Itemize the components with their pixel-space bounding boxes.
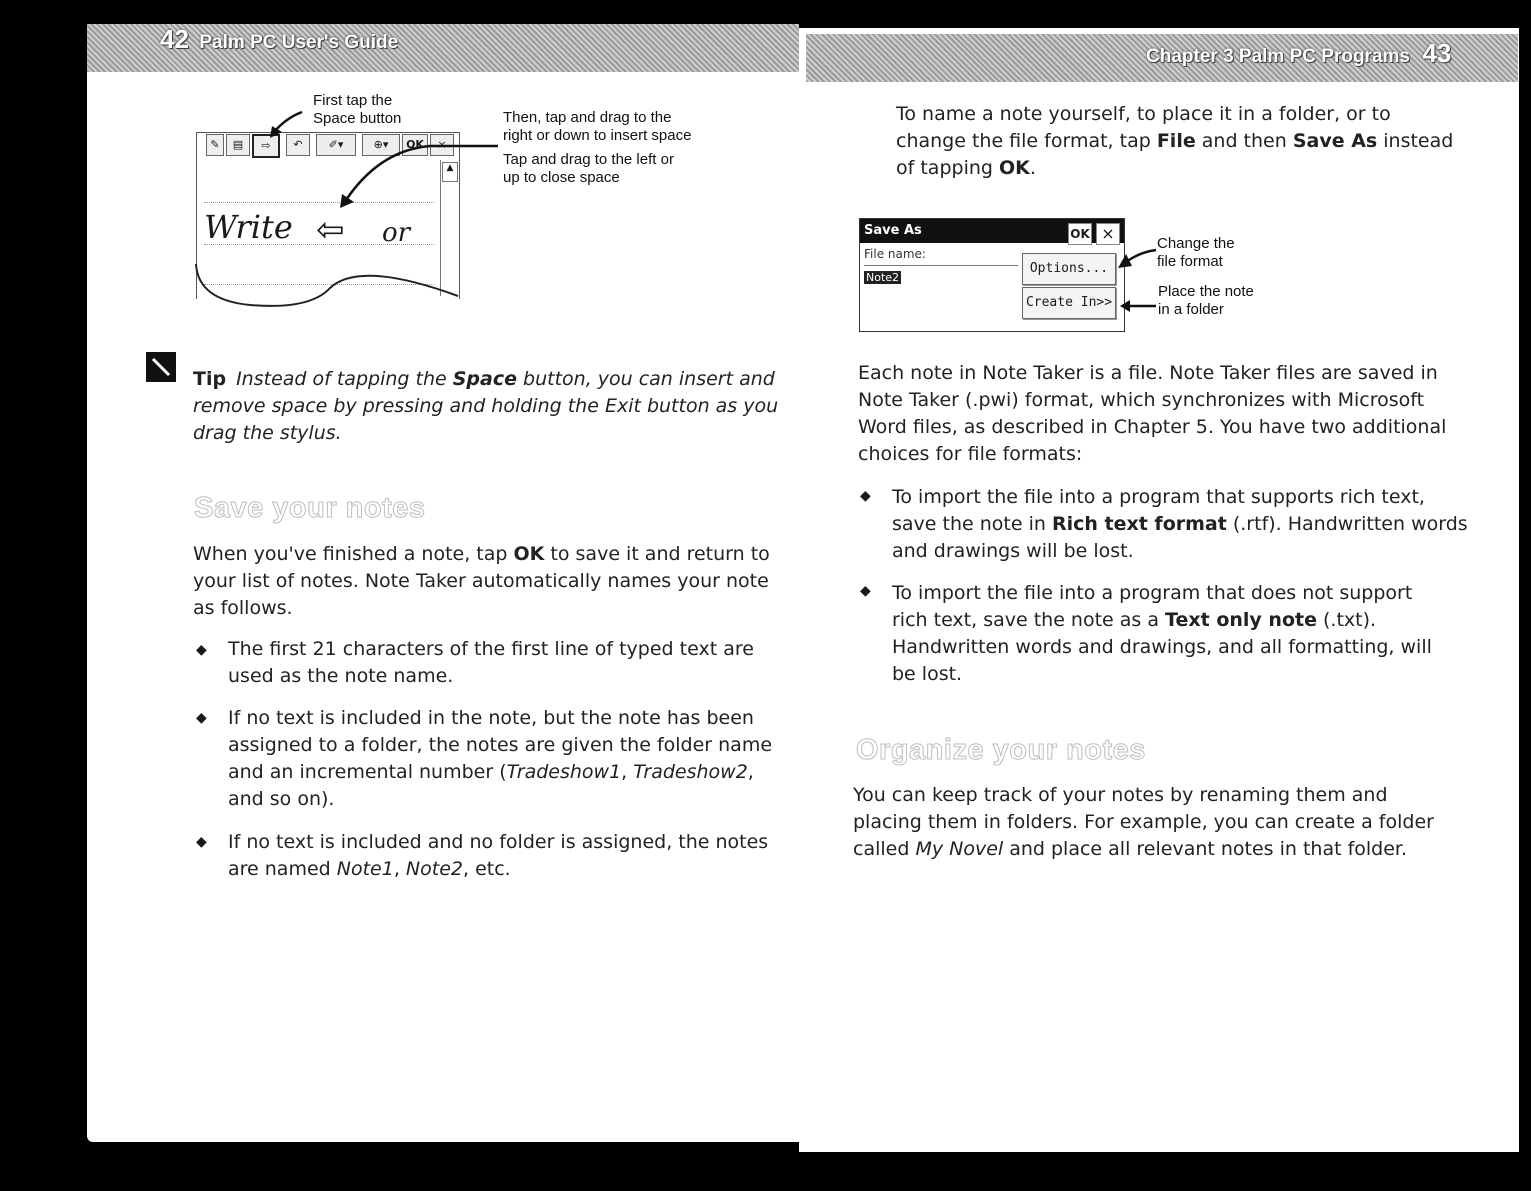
- callout-drag-close: [503, 151, 674, 187]
- text-line: [892, 607, 1432, 634]
- text-line: and so on).: [228, 788, 335, 810]
- dialog-ok-button[interactable]: OK: [1068, 223, 1092, 245]
- callout-line: Space button: [313, 110, 402, 127]
- text-line: Handwritten words and drawings, and all formatting, will: [892, 636, 1432, 658]
- text-run: called: [853, 838, 916, 860]
- text-line: If no text is included in the note, but the note has been: [228, 707, 754, 729]
- text-line: Each note in Note Taker is a file. Note Taker files are saved in: [858, 362, 1438, 384]
- callout-arrow: [346, 146, 498, 200]
- right-page-number: 43: [1422, 38, 1452, 68]
- handwriting-tail: or: [382, 218, 411, 248]
- callout-arrowhead: [340, 194, 354, 208]
- italic-run: Tradeshow1: [506, 761, 622, 783]
- text-line: To name a note yourself, to place it in a folder, or to: [896, 103, 1391, 125]
- text-run: and place all relevant notes in that folder.: [1003, 838, 1408, 860]
- callout-arrowhead: [270, 126, 282, 138]
- text-run: When you've finished a note, tap: [193, 543, 514, 565]
- list-item: [228, 829, 768, 883]
- options-button[interactable]: Options...: [1022, 253, 1116, 285]
- list-item: [228, 705, 772, 813]
- callout-line: Place the note: [1158, 283, 1254, 300]
- text-run: instead: [1377, 130, 1454, 152]
- text-run: (.rtf). Handwritten words: [1226, 513, 1468, 535]
- right-header: [1146, 38, 1451, 69]
- tip-label: Tip: [193, 368, 227, 390]
- text-line: To import the file into a program that supports rich text,: [892, 486, 1425, 508]
- page-curl: [196, 264, 458, 306]
- text-line: your list of notes. Note Taker automatically names your note: [193, 570, 769, 592]
- handwriting: Write: [204, 208, 293, 246]
- text-run: are named: [228, 858, 337, 880]
- text-line: be lost.: [892, 663, 963, 685]
- text-line: [228, 856, 768, 883]
- text-line: as follows.: [193, 597, 293, 619]
- callout-arrow: [274, 112, 302, 132]
- text-run: ,: [393, 858, 406, 880]
- left-header: [160, 24, 398, 55]
- text-line: placing them in folders. For example, you can create a folder: [853, 811, 1434, 833]
- zoom-icon[interactable]: ⊕▾: [362, 134, 400, 156]
- rename-paragraph: [896, 101, 1453, 182]
- bold-run: Save As: [1292, 130, 1378, 152]
- italic-run: Note2: [405, 858, 463, 880]
- list-item: [228, 636, 754, 690]
- text-run: Instead of tapping the: [236, 368, 453, 390]
- close-icon[interactable]: ×: [430, 134, 454, 156]
- callout-arrow: [1126, 250, 1156, 262]
- dialog-title: Save As: [860, 219, 1124, 243]
- figure1-arrows: [190, 100, 510, 320]
- text-line: [853, 836, 1434, 863]
- list-item: [892, 580, 1432, 688]
- tip-paragraph: [193, 366, 778, 447]
- text-run: rich text, save the note as a: [892, 609, 1166, 631]
- text-run: ,: [621, 761, 634, 783]
- file-name-input[interactable]: [864, 265, 1018, 284]
- list-item: [892, 484, 1468, 565]
- file-name-label: File name:: [864, 247, 926, 261]
- callout-change-format: [1157, 235, 1235, 271]
- text-line: You can keep track of your notes by renaming them and: [853, 784, 1388, 806]
- text-run: ,: [747, 761, 754, 783]
- text-line: [228, 759, 772, 786]
- section-heading-organize: Organize your notes: [856, 734, 1146, 766]
- text-run: button, you can insert and: [516, 368, 775, 390]
- bold-run: OK: [999, 157, 1030, 179]
- text-run: .: [1029, 157, 1036, 179]
- text-line: [892, 511, 1468, 538]
- bullet-diamond-icon: ◆: [196, 710, 207, 726]
- tip-pencil-icon: [146, 352, 176, 382]
- callout-arrowhead: [1120, 300, 1130, 312]
- left-running-title: Palm PC User's Guide: [199, 32, 399, 53]
- text-line: and drawings will be lost.: [892, 540, 1134, 562]
- section-heading-save: Save your notes: [194, 492, 426, 524]
- ok-button[interactable]: OK: [402, 134, 428, 156]
- bold-run: File: [1156, 130, 1196, 152]
- italic-run: My Novel: [915, 838, 1004, 860]
- insert-space-arrow-icon: ⇦: [316, 210, 345, 250]
- text-line: assigned to a folder, the notes are given the folder name: [228, 734, 773, 756]
- pen-style-icon[interactable]: ✐▾: [316, 134, 356, 156]
- text-line: Note Taker (.pwi) format, which synchronizes with Microsoft: [858, 389, 1425, 411]
- formats-intro-paragraph: [858, 360, 1446, 468]
- callout-place-folder: [1158, 283, 1254, 319]
- text-line: [896, 128, 1453, 155]
- callout-line: Tap and drag to the left or: [503, 151, 674, 168]
- bullet-diamond-icon: ◆: [860, 583, 871, 599]
- save-intro-paragraph: [193, 541, 770, 622]
- dialog-callout-arrows: [1112, 244, 1162, 324]
- text-line: If no text is included and no folder is assigned, the notes: [228, 831, 769, 853]
- text-line: used as the note name.: [228, 665, 454, 687]
- callout-line: right or down to insert space: [503, 127, 692, 144]
- text-line: [896, 155, 1453, 182]
- bullet-diamond-icon: ◆: [196, 642, 207, 658]
- keyboard-icon[interactable]: ▤: [226, 134, 250, 156]
- dialog-close-button[interactable]: ×: [1096, 223, 1120, 245]
- callout-line: Change the: [1157, 235, 1235, 252]
- callout-line: Then, tap and drag to the: [503, 109, 672, 126]
- text-run: to save it and return to: [544, 543, 770, 565]
- text-line: Word files, as described in Chapter 5. You have two additional: [858, 416, 1447, 438]
- undo-icon[interactable]: ↶: [286, 134, 310, 156]
- text-run: of tapping: [896, 157, 999, 179]
- callout-drag-insert: [503, 109, 691, 145]
- callout-line: in a folder: [1158, 301, 1224, 318]
- bullet-diamond-icon: ◆: [196, 834, 207, 850]
- pen-icon[interactable]: ✎: [206, 134, 224, 156]
- text-run: save the note in: [892, 513, 1052, 535]
- text-run: and then: [1195, 130, 1293, 152]
- save-as-dialog: [859, 218, 1125, 332]
- italic-run: Tradeshow2: [633, 761, 748, 783]
- organize-paragraph: [853, 782, 1434, 863]
- left-page-number: 42: [160, 24, 189, 54]
- create-in-button[interactable]: Create In>>: [1022, 287, 1116, 319]
- text-line: To import the file into a program that does not support: [892, 582, 1413, 604]
- text-line: choices for file formats:: [858, 443, 1083, 465]
- space-button[interactable]: ⇨: [252, 134, 280, 158]
- file-name-value: Note2: [866, 271, 900, 284]
- bullet-diamond-icon: ◆: [860, 488, 871, 504]
- scroll-up-icon[interactable]: ▲: [442, 162, 458, 182]
- callout-line: file format: [1157, 253, 1223, 270]
- bold-run: Rich text format: [1051, 513, 1227, 535]
- tip-line: [193, 366, 778, 393]
- callout-first-tap: [313, 92, 401, 128]
- right-running-title: Chapter 3 Palm PC Programs: [1146, 46, 1410, 67]
- text-run: and an incremental number (: [228, 761, 507, 783]
- text-run: change the file format, tap: [896, 130, 1157, 152]
- tip-line: remove space by pressing and holding the Exit button as you: [193, 395, 779, 417]
- text-run: , etc.: [463, 858, 511, 880]
- text-line: [193, 541, 770, 568]
- callout-line: First tap the: [313, 92, 393, 109]
- callout-line: up to close space: [503, 169, 620, 186]
- italic-run: Note1: [336, 858, 394, 880]
- text-line: The first 21 characters of the first line of typed text are: [228, 638, 754, 660]
- bold-run: Text only note: [1165, 609, 1317, 631]
- bold-run: Space: [452, 368, 517, 390]
- callout-arrowhead: [1118, 254, 1132, 268]
- bold-run: OK: [513, 543, 545, 565]
- text-run: (.txt).: [1316, 609, 1377, 631]
- tip-line: drag the stylus.: [193, 422, 342, 444]
